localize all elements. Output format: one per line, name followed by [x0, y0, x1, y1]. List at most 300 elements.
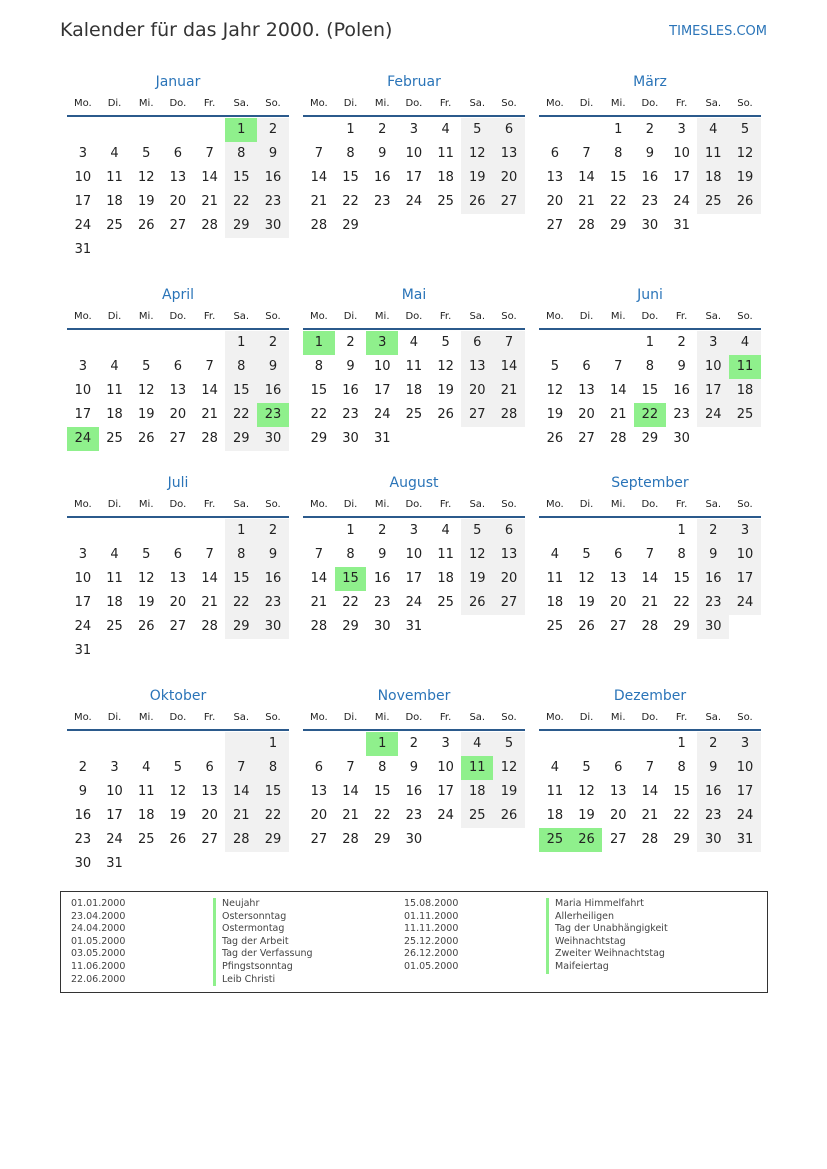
legend-holiday-name: Maria Himmelfahrt	[546, 898, 668, 911]
day-cell: 4	[441, 523, 450, 538]
day-cell: 11	[697, 142, 729, 166]
day-cell: 11	[546, 784, 564, 799]
legend-date: 25.12.2000	[404, 935, 459, 947]
weekday-label: Fr.	[675, 712, 688, 723]
weekday-label: Mo.	[73, 499, 92, 510]
day-cell: 31	[405, 619, 423, 634]
day-cell: 27	[169, 218, 187, 233]
weekday-label: Sa.	[233, 98, 250, 109]
day-cell: 11	[106, 383, 123, 398]
day-cell: 24	[729, 804, 761, 828]
day-cell: 9	[677, 359, 686, 374]
day-cell: 25	[437, 194, 454, 209]
week-row	[67, 118, 289, 142]
empty-cell	[571, 331, 603, 355]
day-cell: 12	[578, 784, 595, 799]
day-cell: 18	[405, 383, 423, 398]
weekday-label: Sa.	[469, 98, 486, 109]
week-row	[539, 828, 761, 852]
day-cell: 24	[106, 832, 123, 847]
empty-cell	[398, 214, 430, 238]
week-row	[539, 591, 761, 615]
weekday-label: Do.	[641, 712, 659, 723]
day-cell: 31	[74, 643, 92, 658]
day-cell: 18	[729, 379, 761, 403]
week-row	[539, 118, 761, 142]
legend-date: 01.11.2000	[404, 910, 459, 922]
day-cell: 28	[641, 832, 659, 847]
empty-cell	[130, 118, 162, 142]
day-cell: 18	[546, 808, 564, 823]
site-link[interactable]: TIMESLES.COM	[669, 24, 767, 39]
legend-holiday-name: Weihnachtstag	[546, 936, 668, 949]
legend-holiday-name: Tag der Arbeit	[213, 936, 313, 949]
week-row	[539, 355, 761, 379]
day-cell: 23	[257, 190, 289, 214]
day-cell: 31	[729, 828, 761, 852]
empty-cell	[130, 519, 162, 543]
empty-cell	[430, 214, 462, 238]
day-cell: 25	[437, 595, 454, 610]
day-cell: 23	[405, 808, 423, 823]
day-cell: 11	[729, 355, 761, 379]
month-10	[303, 685, 525, 852]
day-cell: 17	[74, 595, 92, 610]
day-cell: 3	[729, 732, 761, 756]
day-cell: 12	[461, 543, 493, 567]
day-cell: 21	[310, 595, 328, 610]
weekday-header	[539, 707, 761, 731]
weekday-label: Fr.	[675, 98, 688, 109]
day-cell: 23	[373, 194, 391, 209]
weekday-label: Sa.	[705, 712, 722, 723]
day-cell: 27	[169, 619, 187, 634]
day-cell: 22	[373, 808, 391, 823]
day-cell: 7	[205, 547, 214, 562]
day-cell: 19	[729, 166, 761, 190]
day-cell: 1	[677, 523, 686, 538]
day-cell: 4	[110, 359, 119, 374]
week-row	[539, 732, 761, 756]
day-cell: 14	[310, 571, 328, 586]
weekday-label: So.	[501, 499, 517, 510]
legend-name-column	[546, 898, 668, 974]
empty-cell	[162, 852, 194, 876]
day-cell: 12	[169, 784, 187, 799]
week-row	[67, 519, 289, 543]
month-5	[539, 284, 761, 451]
day-cell: 25	[106, 619, 123, 634]
empty-cell	[162, 519, 194, 543]
week-row	[303, 118, 525, 142]
weekday-label: Fr.	[439, 98, 452, 109]
week-row	[67, 615, 289, 639]
day-cell: 16	[257, 567, 289, 591]
day-cell: 23	[342, 407, 359, 422]
week-row	[539, 756, 761, 780]
day-cell: 26	[571, 828, 603, 852]
day-cell: 2	[257, 519, 289, 543]
empty-cell	[461, 615, 493, 639]
empty-cell	[257, 238, 289, 262]
weekday-label: Mi.	[374, 499, 390, 510]
day-cell: 9	[378, 547, 387, 562]
day-cell: 29	[342, 619, 359, 634]
day-cell: 30	[257, 615, 289, 639]
day-cell: 28	[310, 619, 328, 634]
empty-cell	[493, 615, 525, 639]
day-cell: 12	[578, 571, 595, 586]
day-cell: 21	[310, 194, 328, 209]
month-name: September	[611, 475, 689, 491]
weekday-label: Fr.	[203, 499, 216, 510]
day-cell: 31	[74, 242, 92, 257]
day-cell: 29	[310, 431, 328, 446]
week-row	[67, 543, 289, 567]
weekday-label: Sa.	[469, 499, 486, 510]
day-cell: 12	[493, 756, 525, 780]
empty-cell	[729, 615, 761, 639]
empty-cell	[162, 639, 194, 663]
empty-cell	[430, 427, 462, 451]
month-name: Oktober	[149, 688, 207, 704]
weekday-label: Mi.	[138, 311, 154, 322]
weekday-header	[539, 306, 761, 330]
day-cell: 6	[614, 760, 623, 775]
day-cell: 30	[673, 431, 690, 446]
weekday-header	[539, 93, 761, 117]
empty-cell	[194, 732, 226, 756]
day-cell: 6	[461, 331, 493, 355]
legend-holiday-name: Allerheiligen	[546, 911, 668, 924]
day-cell: 7	[614, 359, 623, 374]
weekday-label: Mi.	[374, 311, 390, 322]
day-cell: 13	[493, 543, 525, 567]
day-cell: 15	[673, 784, 690, 799]
week-row	[303, 142, 525, 166]
weekday-label: Fr.	[203, 311, 216, 322]
day-cell: 10	[729, 756, 761, 780]
legend-date: 01.05.2000	[71, 935, 126, 947]
day-cell: 2	[346, 335, 355, 350]
day-cell: 2	[257, 118, 289, 142]
day-cell: 19	[546, 407, 564, 422]
month-name: Juni	[637, 287, 663, 303]
day-cell: 1	[225, 519, 257, 543]
day-cell: 8	[225, 142, 257, 166]
day-cell: 20	[546, 194, 564, 209]
empty-cell	[257, 639, 289, 663]
day-cell: 5	[173, 760, 183, 775]
day-cell: 24	[697, 403, 729, 427]
day-cell: 21	[609, 407, 627, 422]
day-cell: 6	[614, 547, 623, 562]
month-name: August	[389, 475, 439, 491]
empty-cell	[67, 519, 99, 543]
weekday-label: Fr.	[439, 311, 452, 322]
week-row	[539, 519, 761, 543]
day-cell: 13	[493, 142, 525, 166]
day-cell: 19	[461, 567, 493, 591]
day-cell: 7	[645, 760, 655, 775]
day-cell: 27	[169, 431, 187, 446]
day-cell: 25	[729, 403, 761, 427]
day-cell: 8	[225, 543, 257, 567]
day-cell: 30	[342, 431, 359, 446]
day-cell: 19	[578, 808, 595, 823]
empty-cell	[99, 639, 131, 663]
day-cell: 16	[697, 780, 729, 804]
week-row	[539, 567, 761, 591]
legend-holiday-name: Neujahr	[213, 898, 313, 911]
weekday-label: Di.	[107, 712, 122, 723]
day-cell: 10	[673, 146, 690, 161]
empty-cell	[697, 427, 729, 451]
month-0	[67, 71, 289, 262]
day-cell: 6	[314, 760, 323, 775]
day-cell: 15	[335, 567, 367, 591]
week-row	[67, 238, 289, 262]
empty-cell	[335, 732, 367, 756]
day-cell: 30	[697, 828, 729, 852]
day-cell: 7	[314, 146, 323, 161]
day-cell: 23	[257, 403, 289, 427]
day-cell: 16	[257, 379, 289, 403]
empty-cell	[571, 118, 603, 142]
weekday-label: Mi.	[610, 311, 626, 322]
week-row	[67, 567, 289, 591]
day-cell: 24	[405, 595, 423, 610]
day-cell: 27	[609, 619, 627, 634]
day-cell: 18	[546, 595, 564, 610]
day-cell: 13	[310, 784, 328, 799]
legend-date: 26.12.2000	[404, 948, 459, 960]
day-cell: 24	[405, 194, 423, 209]
day-cell: 10	[74, 383, 92, 398]
weekday-label: Mo.	[73, 98, 92, 109]
week-row	[67, 379, 289, 403]
empty-cell	[162, 732, 194, 756]
empty-cell	[398, 427, 430, 451]
legend-holiday-name: Leib Christi	[213, 974, 313, 987]
day-cell: 6	[173, 547, 183, 562]
weekday-header	[539, 494, 761, 518]
day-cell: 15	[641, 383, 659, 398]
day-cell: 10	[106, 784, 123, 799]
week-row	[67, 756, 289, 780]
day-cell: 24	[74, 218, 92, 233]
day-cell: 6	[173, 359, 183, 374]
week-row	[539, 142, 761, 166]
day-cell: 9	[346, 359, 355, 374]
weekday-label: Di.	[343, 499, 358, 510]
weekday-label: Sa.	[469, 712, 486, 723]
day-cell: 15	[257, 780, 289, 804]
week-row	[67, 427, 289, 451]
weekday-label: Di.	[343, 712, 358, 723]
day-cell: 5	[729, 118, 761, 142]
day-cell: 2	[409, 736, 419, 751]
week-row	[303, 756, 525, 780]
week-row	[539, 166, 761, 190]
day-cell: 14	[310, 170, 328, 185]
day-cell: 17	[729, 567, 761, 591]
day-cell: 8	[378, 760, 387, 775]
day-cell: 11	[546, 571, 564, 586]
day-cell: 14	[578, 170, 595, 185]
empty-cell	[493, 214, 525, 238]
month-6	[67, 472, 289, 663]
day-cell: 17	[673, 170, 690, 185]
day-cell: 28	[201, 619, 218, 634]
weekday-label: So.	[501, 712, 517, 723]
weekday-label: Do.	[641, 311, 659, 322]
weekday-label: Mo.	[309, 311, 328, 322]
legend-holiday-name: Tag der Unabhängigkeit	[546, 923, 668, 936]
day-cell: 3	[78, 547, 87, 562]
empty-cell	[729, 214, 761, 238]
day-cell: 5	[142, 547, 151, 562]
week-row	[539, 427, 761, 451]
weekday-label: Mi.	[374, 98, 390, 109]
day-cell: 3	[677, 122, 686, 137]
week-row	[539, 214, 761, 238]
day-cell: 24	[673, 194, 690, 209]
empty-cell	[194, 118, 226, 142]
day-cell: 5	[582, 547, 591, 562]
weekday-label: Fr.	[675, 311, 688, 322]
day-cell: 20	[609, 595, 627, 610]
month-name: November	[377, 688, 451, 704]
day-cell: 13	[578, 383, 595, 398]
day-cell: 14	[641, 784, 659, 799]
weekday-label: Sa.	[705, 499, 722, 510]
week-row	[539, 543, 761, 567]
empty-cell	[461, 214, 493, 238]
day-cell: 28	[641, 619, 659, 634]
weekday-header	[303, 494, 525, 518]
day-cell: 13	[169, 571, 187, 586]
day-cell: 29	[225, 615, 257, 639]
weekday-header	[303, 93, 525, 117]
day-cell: 28	[342, 832, 359, 847]
day-cell: 8	[677, 760, 686, 775]
day-cell: 22	[257, 804, 289, 828]
empty-cell	[67, 118, 99, 142]
week-row	[67, 331, 289, 355]
day-cell: 28	[225, 828, 257, 852]
day-cell: 25	[137, 832, 155, 847]
week-row	[303, 828, 525, 852]
day-cell: 18	[106, 194, 123, 209]
day-cell: 5	[441, 335, 450, 350]
weekday-label: Sa.	[469, 311, 486, 322]
weekday-label: So.	[501, 98, 517, 109]
day-cell: 22	[225, 591, 257, 615]
day-cell: 23	[641, 194, 659, 209]
day-cell: 24	[373, 407, 391, 422]
day-cell: 18	[437, 170, 454, 185]
legend-holiday-name: Ostersonntag	[213, 911, 313, 924]
month-name: März	[633, 74, 667, 90]
day-cell: 21	[342, 808, 359, 823]
day-cell: 7	[645, 547, 655, 562]
legend-holiday-name: Ostermontag	[213, 923, 313, 936]
day-cell: 12	[729, 142, 761, 166]
day-cell: 22	[342, 194, 359, 209]
day-cell: 22	[310, 407, 328, 422]
week-row	[67, 142, 289, 166]
day-cell: 18	[697, 166, 729, 190]
day-cell: 14	[609, 383, 627, 398]
day-cell: 2	[378, 122, 387, 137]
legend-date: 11.11.2000	[404, 923, 459, 935]
day-cell: 22	[634, 403, 666, 427]
day-cell: 16	[373, 571, 391, 586]
day-cell: 10	[74, 571, 92, 586]
day-cell: 17	[405, 571, 423, 586]
empty-cell	[539, 519, 571, 543]
weekday-label: Di.	[107, 499, 122, 510]
day-cell: 11	[405, 359, 423, 374]
week-row	[539, 780, 761, 804]
day-cell: 31	[673, 218, 690, 233]
empty-cell	[194, 238, 226, 262]
day-cell: 9	[257, 543, 289, 567]
day-cell: 25	[546, 619, 564, 634]
day-cell: 11	[437, 146, 454, 161]
empty-cell	[194, 519, 226, 543]
day-cell: 15	[225, 379, 257, 403]
day-cell: 6	[493, 118, 525, 142]
day-cell: 19	[578, 595, 595, 610]
day-cell: 4	[441, 122, 450, 137]
week-row	[539, 615, 761, 639]
day-cell: 26	[578, 619, 595, 634]
weekday-label: So.	[737, 311, 753, 322]
day-cell: 4	[110, 547, 119, 562]
day-cell: 29	[342, 218, 359, 233]
weekday-label: Mo.	[73, 311, 92, 322]
day-cell: 25	[405, 407, 423, 422]
week-row	[67, 190, 289, 214]
empty-cell	[430, 828, 462, 852]
day-cell: 15	[310, 383, 328, 398]
day-cell: 26	[461, 591, 493, 615]
month-9	[67, 685, 289, 876]
day-cell: 29	[641, 431, 659, 446]
weekday-label: Sa.	[233, 311, 250, 322]
day-cell: 4	[461, 732, 493, 756]
weekday-label: Fr.	[675, 499, 688, 510]
day-cell: 20	[578, 407, 595, 422]
day-cell: 28	[578, 218, 595, 233]
empty-cell	[697, 214, 729, 238]
day-cell: 27	[461, 403, 493, 427]
day-cell: 15	[225, 567, 257, 591]
day-cell: 26	[729, 190, 761, 214]
day-cell: 4	[409, 335, 419, 350]
weekday-label: Mi.	[138, 98, 154, 109]
day-cell: 11	[437, 547, 454, 562]
empty-cell	[194, 331, 226, 355]
day-cell: 30	[373, 619, 391, 634]
day-cell: 27	[310, 832, 328, 847]
week-row	[303, 331, 525, 355]
day-cell: 12	[137, 383, 155, 398]
day-cell: 12	[546, 383, 564, 398]
day-cell: 21	[641, 808, 659, 823]
